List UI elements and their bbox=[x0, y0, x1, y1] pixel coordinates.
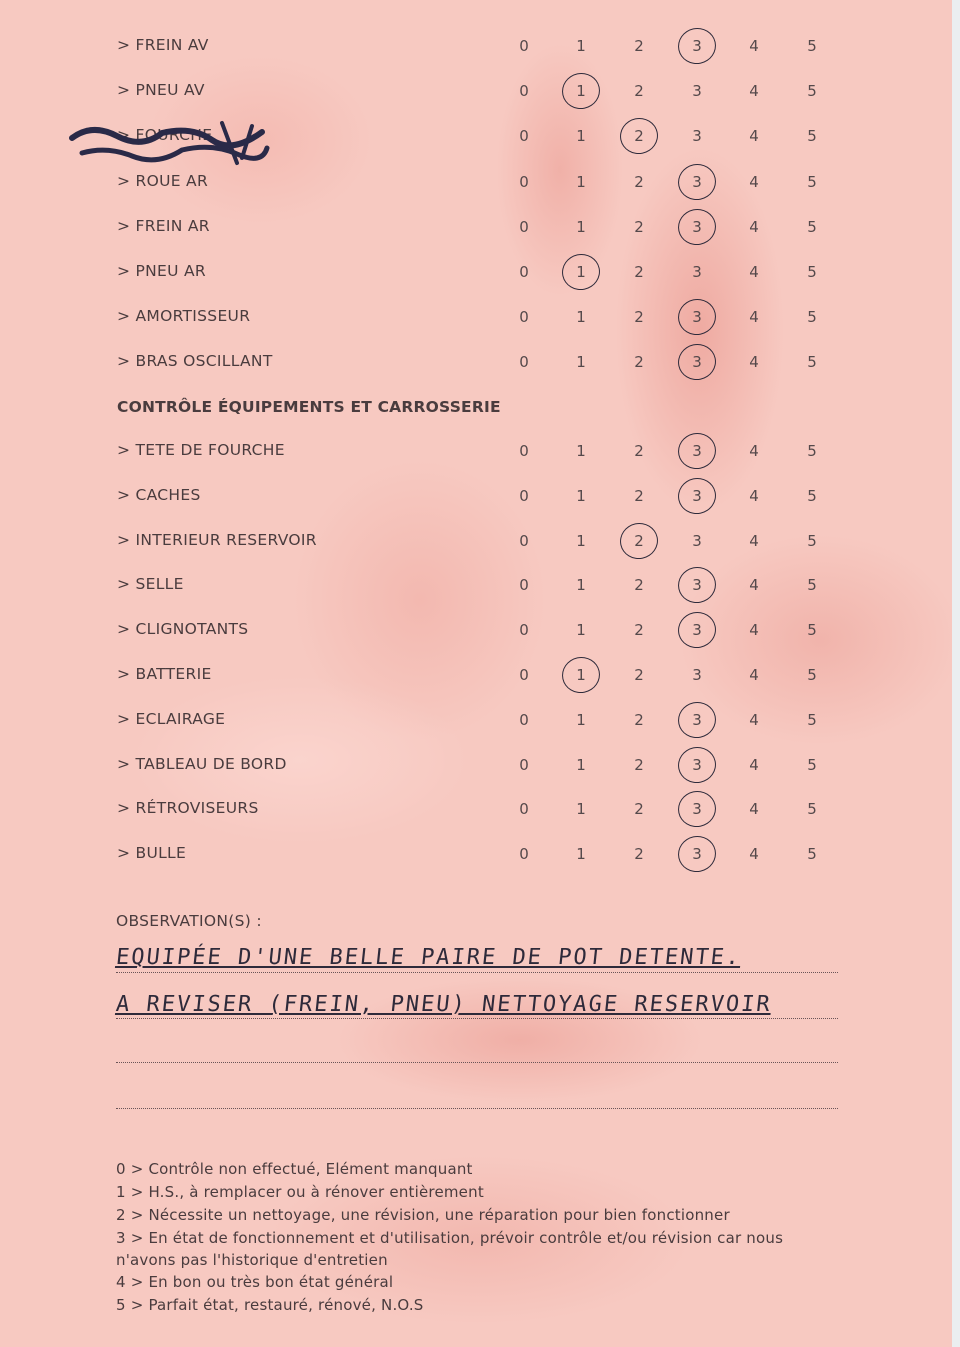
score-3[interactable]: 3 bbox=[692, 172, 702, 191]
score-1[interactable]: 1 bbox=[576, 353, 586, 372]
score-5[interactable]: 5 bbox=[807, 442, 817, 460]
selected-score-circle bbox=[617, 115, 662, 158]
row-label: > FREIN AV bbox=[117, 36, 209, 54]
selected-score-circle bbox=[675, 205, 720, 248]
score-3[interactable]: 3 bbox=[692, 353, 702, 372]
equipment-row bbox=[0, 710, 952, 740]
score-4[interactable]: 4 bbox=[749, 666, 759, 684]
score-0[interactable]: 0 bbox=[519, 37, 529, 55]
score-1[interactable]: 1 bbox=[576, 217, 586, 236]
row-label: > TETE DE FOURCHE bbox=[117, 441, 285, 459]
score-1[interactable]: 1 bbox=[576, 308, 586, 327]
score-2[interactable]: 2 bbox=[634, 666, 644, 684]
observation-dotline-1 bbox=[116, 972, 838, 973]
legend-line-5: 5 > Parfait état, restauré, rénové, N.O.S bbox=[116, 1296, 424, 1314]
score-2[interactable]: 2 bbox=[634, 621, 644, 640]
score-2[interactable]: 2 bbox=[634, 308, 644, 327]
score-2[interactable]: 2 bbox=[634, 486, 644, 505]
selected-score-circle bbox=[675, 788, 720, 831]
selected-score-circle bbox=[675, 743, 720, 786]
legend-line-4: 4 > En bon ou très bon état général bbox=[116, 1273, 394, 1291]
selected-score-circle bbox=[675, 341, 720, 384]
score-3[interactable]: 3 bbox=[692, 666, 702, 684]
score-1[interactable]: 1 bbox=[576, 442, 586, 460]
row-label: > BRAS OSCILLANT bbox=[117, 352, 273, 371]
section-title: CONTRÔLE ÉQUIPEMENTS ET CARROSSERIE bbox=[117, 398, 501, 416]
selected-score-circle bbox=[675, 609, 720, 652]
score-1[interactable]: 1 bbox=[576, 486, 586, 505]
score-4[interactable]: 4 bbox=[749, 172, 759, 191]
score-5[interactable]: 5 bbox=[807, 308, 817, 327]
row-label: > TABLEAU DE BORD bbox=[117, 754, 287, 773]
score-4[interactable]: 4 bbox=[749, 442, 759, 460]
score-1[interactable]: 1 bbox=[576, 755, 586, 774]
row-label: > SELLE bbox=[117, 575, 184, 594]
score-2[interactable]: 2 bbox=[634, 442, 644, 460]
selected-score-circle bbox=[675, 474, 720, 517]
score-4[interactable]: 4 bbox=[749, 37, 759, 55]
legend-line-3-cont: n'avons pas l'historique d'entretien bbox=[116, 1251, 388, 1269]
score-3[interactable]: 3 bbox=[692, 576, 702, 595]
selected-score-circle bbox=[675, 833, 720, 876]
score-3[interactable]: 3 bbox=[692, 710, 702, 729]
mechanics-row bbox=[0, 81, 952, 111]
score-1[interactable]: 1 bbox=[576, 576, 586, 595]
score-0[interactable]: 0 bbox=[519, 127, 529, 146]
score-2[interactable]: 2 bbox=[634, 37, 644, 55]
equipment-row bbox=[0, 441, 952, 471]
score-4[interactable]: 4 bbox=[749, 845, 759, 864]
score-5[interactable]: 5 bbox=[807, 37, 817, 55]
row-label: > FREIN AR bbox=[117, 216, 210, 235]
selected-score-circle bbox=[559, 70, 604, 113]
score-2[interactable]: 2 bbox=[634, 531, 644, 550]
score-0[interactable]: 0 bbox=[519, 263, 529, 281]
score-1[interactable]: 1 bbox=[576, 82, 586, 101]
score-5[interactable]: 5 bbox=[807, 710, 817, 729]
score-4[interactable]: 4 bbox=[749, 217, 759, 236]
selected-score-circle bbox=[675, 564, 720, 607]
score-1[interactable]: 1 bbox=[576, 800, 586, 819]
score-1[interactable]: 1 bbox=[576, 845, 586, 864]
score-4[interactable]: 4 bbox=[749, 755, 759, 774]
observation-dotline-2 bbox=[116, 1018, 838, 1019]
equipment-row bbox=[0, 531, 952, 561]
equipment-row bbox=[0, 755, 952, 785]
score-0[interactable]: 0 bbox=[519, 172, 529, 191]
score-5[interactable]: 5 bbox=[807, 755, 817, 774]
score-5[interactable]: 5 bbox=[807, 576, 817, 595]
legend-line-2: 2 > Nécessite un nettoyage, une révision, une réparation pour bien fonctionner bbox=[116, 1206, 730, 1224]
score-5[interactable]: 5 bbox=[807, 845, 817, 864]
score-1[interactable]: 1 bbox=[576, 127, 586, 146]
score-5[interactable]: 5 bbox=[807, 531, 817, 550]
score-0[interactable]: 0 bbox=[519, 353, 529, 372]
score-0[interactable]: 0 bbox=[519, 486, 529, 505]
score-3[interactable]: 3 bbox=[692, 800, 702, 819]
row-label: > ROUE AR bbox=[117, 171, 209, 190]
score-3[interactable]: 3 bbox=[692, 263, 702, 281]
score-2[interactable]: 2 bbox=[634, 127, 644, 146]
score-4[interactable]: 4 bbox=[749, 486, 759, 505]
score-4[interactable]: 4 bbox=[749, 263, 759, 281]
equipment-row bbox=[0, 665, 952, 695]
score-2[interactable]: 2 bbox=[634, 172, 644, 191]
mechanics-row bbox=[0, 217, 952, 247]
selected-score-circle bbox=[559, 250, 604, 293]
score-3[interactable]: 3 bbox=[692, 755, 702, 774]
selected-score-circle bbox=[675, 24, 720, 67]
row-label: > CACHES bbox=[117, 485, 201, 504]
score-0[interactable]: 0 bbox=[519, 442, 529, 460]
score-2[interactable]: 2 bbox=[634, 82, 644, 101]
score-0[interactable]: 0 bbox=[519, 82, 529, 101]
equipment-row bbox=[0, 844, 952, 874]
score-4[interactable]: 4 bbox=[749, 531, 759, 550]
selected-score-circle bbox=[675, 698, 720, 741]
score-2[interactable]: 2 bbox=[634, 353, 644, 372]
row-label: > AMORTISSEUR bbox=[117, 307, 251, 326]
score-2[interactable]: 2 bbox=[634, 710, 644, 729]
score-3[interactable]: 3 bbox=[692, 37, 702, 55]
score-4[interactable]: 4 bbox=[749, 710, 759, 729]
score-3[interactable]: 3 bbox=[692, 845, 702, 864]
score-2[interactable]: 2 bbox=[634, 576, 644, 595]
observation-dotline-3 bbox=[116, 1062, 838, 1063]
score-1[interactable]: 1 bbox=[576, 621, 586, 640]
equipment-row bbox=[0, 620, 952, 650]
score-2[interactable]: 2 bbox=[634, 217, 644, 236]
score-5[interactable]: 5 bbox=[807, 217, 817, 236]
mechanics-row bbox=[0, 352, 952, 382]
score-0[interactable]: 0 bbox=[519, 800, 529, 819]
score-3[interactable]: 3 bbox=[692, 308, 702, 327]
score-1[interactable]: 1 bbox=[576, 263, 586, 281]
score-0[interactable]: 0 bbox=[519, 217, 529, 236]
score-2[interactable]: 2 bbox=[634, 263, 644, 281]
mechanics-row bbox=[0, 262, 952, 292]
score-0[interactable]: 0 bbox=[519, 710, 529, 729]
score-5[interactable]: 5 bbox=[807, 666, 817, 684]
score-0[interactable]: 0 bbox=[519, 666, 529, 684]
score-5[interactable]: 5 bbox=[807, 82, 817, 101]
row-label: > BULLE bbox=[117, 844, 187, 863]
score-2[interactable]: 2 bbox=[634, 755, 644, 774]
row-label: > PNEU AV bbox=[117, 81, 205, 100]
row-label: > FOURCHE bbox=[117, 126, 213, 145]
score-4[interactable]: 4 bbox=[749, 127, 759, 146]
score-0[interactable]: 0 bbox=[519, 308, 529, 327]
legend-line-0: 0 > Contrôle non effectué, Elément manquant bbox=[116, 1160, 473, 1178]
score-5[interactable]: 5 bbox=[807, 353, 817, 372]
legend-line-3: 3 > En état de fonctionnement et d'utilisation, prévoir contrôle et/ou révision car nous bbox=[116, 1229, 784, 1247]
mechanics-row bbox=[0, 36, 952, 66]
selected-score-circle bbox=[675, 429, 720, 472]
score-4[interactable]: 4 bbox=[749, 308, 759, 327]
observation-dotline-4 bbox=[116, 1108, 838, 1109]
score-3[interactable]: 3 bbox=[692, 127, 702, 146]
score-1[interactable]: 1 bbox=[576, 666, 586, 684]
row-label: > CLIGNOTANTS bbox=[117, 620, 249, 639]
score-3[interactable]: 3 bbox=[692, 442, 702, 460]
score-4[interactable]: 4 bbox=[749, 800, 759, 819]
selected-score-circle bbox=[675, 296, 720, 339]
observation-line-1: EQUIPÉE D'UNE BELLE PAIRE DE POT DETENTE. bbox=[114, 945, 743, 970]
score-3[interactable]: 3 bbox=[692, 531, 702, 550]
score-3[interactable]: 3 bbox=[692, 82, 702, 101]
equipment-row bbox=[0, 486, 952, 516]
score-0[interactable]: 0 bbox=[519, 531, 529, 550]
score-1[interactable]: 1 bbox=[576, 710, 586, 729]
score-0[interactable]: 0 bbox=[519, 576, 529, 595]
mechanics-row bbox=[0, 307, 952, 337]
score-4[interactable]: 4 bbox=[749, 82, 759, 101]
score-5[interactable]: 5 bbox=[807, 172, 817, 191]
equipment-row bbox=[0, 575, 952, 605]
row-label: > ECLAIRAGE bbox=[117, 709, 226, 728]
row-label: > INTERIEUR RESERVOIR bbox=[117, 530, 317, 549]
score-0[interactable]: 0 bbox=[519, 621, 529, 640]
score-0[interactable]: 0 bbox=[519, 845, 529, 864]
observations-title: OBSERVATION(S) : bbox=[116, 912, 262, 930]
score-0[interactable]: 0 bbox=[519, 755, 529, 774]
score-5[interactable]: 5 bbox=[807, 800, 817, 819]
selected-score-circle bbox=[617, 519, 662, 562]
score-1[interactable]: 1 bbox=[576, 37, 586, 55]
row-label: > RÉTROVISEURS bbox=[117, 799, 259, 818]
ink-scribble bbox=[62, 118, 282, 173]
mechanics-row bbox=[0, 172, 952, 202]
score-5[interactable]: 5 bbox=[807, 621, 817, 640]
observation-line-2: A REVISER (FREIN, PNEU) NETTOYAGE RESERVOIR bbox=[114, 992, 773, 1017]
score-1[interactable]: 1 bbox=[576, 531, 586, 550]
score-4[interactable]: 4 bbox=[749, 621, 759, 640]
equipment-row bbox=[0, 799, 952, 829]
score-4[interactable]: 4 bbox=[749, 353, 759, 372]
legend-line-1: 1 > H.S., à remplacer ou à rénover entièrement bbox=[116, 1183, 484, 1201]
selected-score-circle bbox=[675, 160, 720, 203]
score-5[interactable]: 5 bbox=[807, 263, 817, 281]
selected-score-circle bbox=[559, 653, 604, 696]
score-5[interactable]: 5 bbox=[807, 486, 817, 505]
score-5[interactable]: 5 bbox=[807, 127, 817, 146]
row-label: > PNEU AR bbox=[117, 262, 206, 280]
score-3[interactable]: 3 bbox=[692, 621, 702, 640]
score-2[interactable]: 2 bbox=[634, 800, 644, 819]
score-4[interactable]: 4 bbox=[749, 576, 759, 595]
score-3[interactable]: 3 bbox=[692, 486, 702, 505]
score-3[interactable]: 3 bbox=[692, 217, 702, 236]
row-label: > BATTERIE bbox=[117, 665, 212, 683]
score-2[interactable]: 2 bbox=[634, 845, 644, 864]
score-1[interactable]: 1 bbox=[576, 172, 586, 191]
